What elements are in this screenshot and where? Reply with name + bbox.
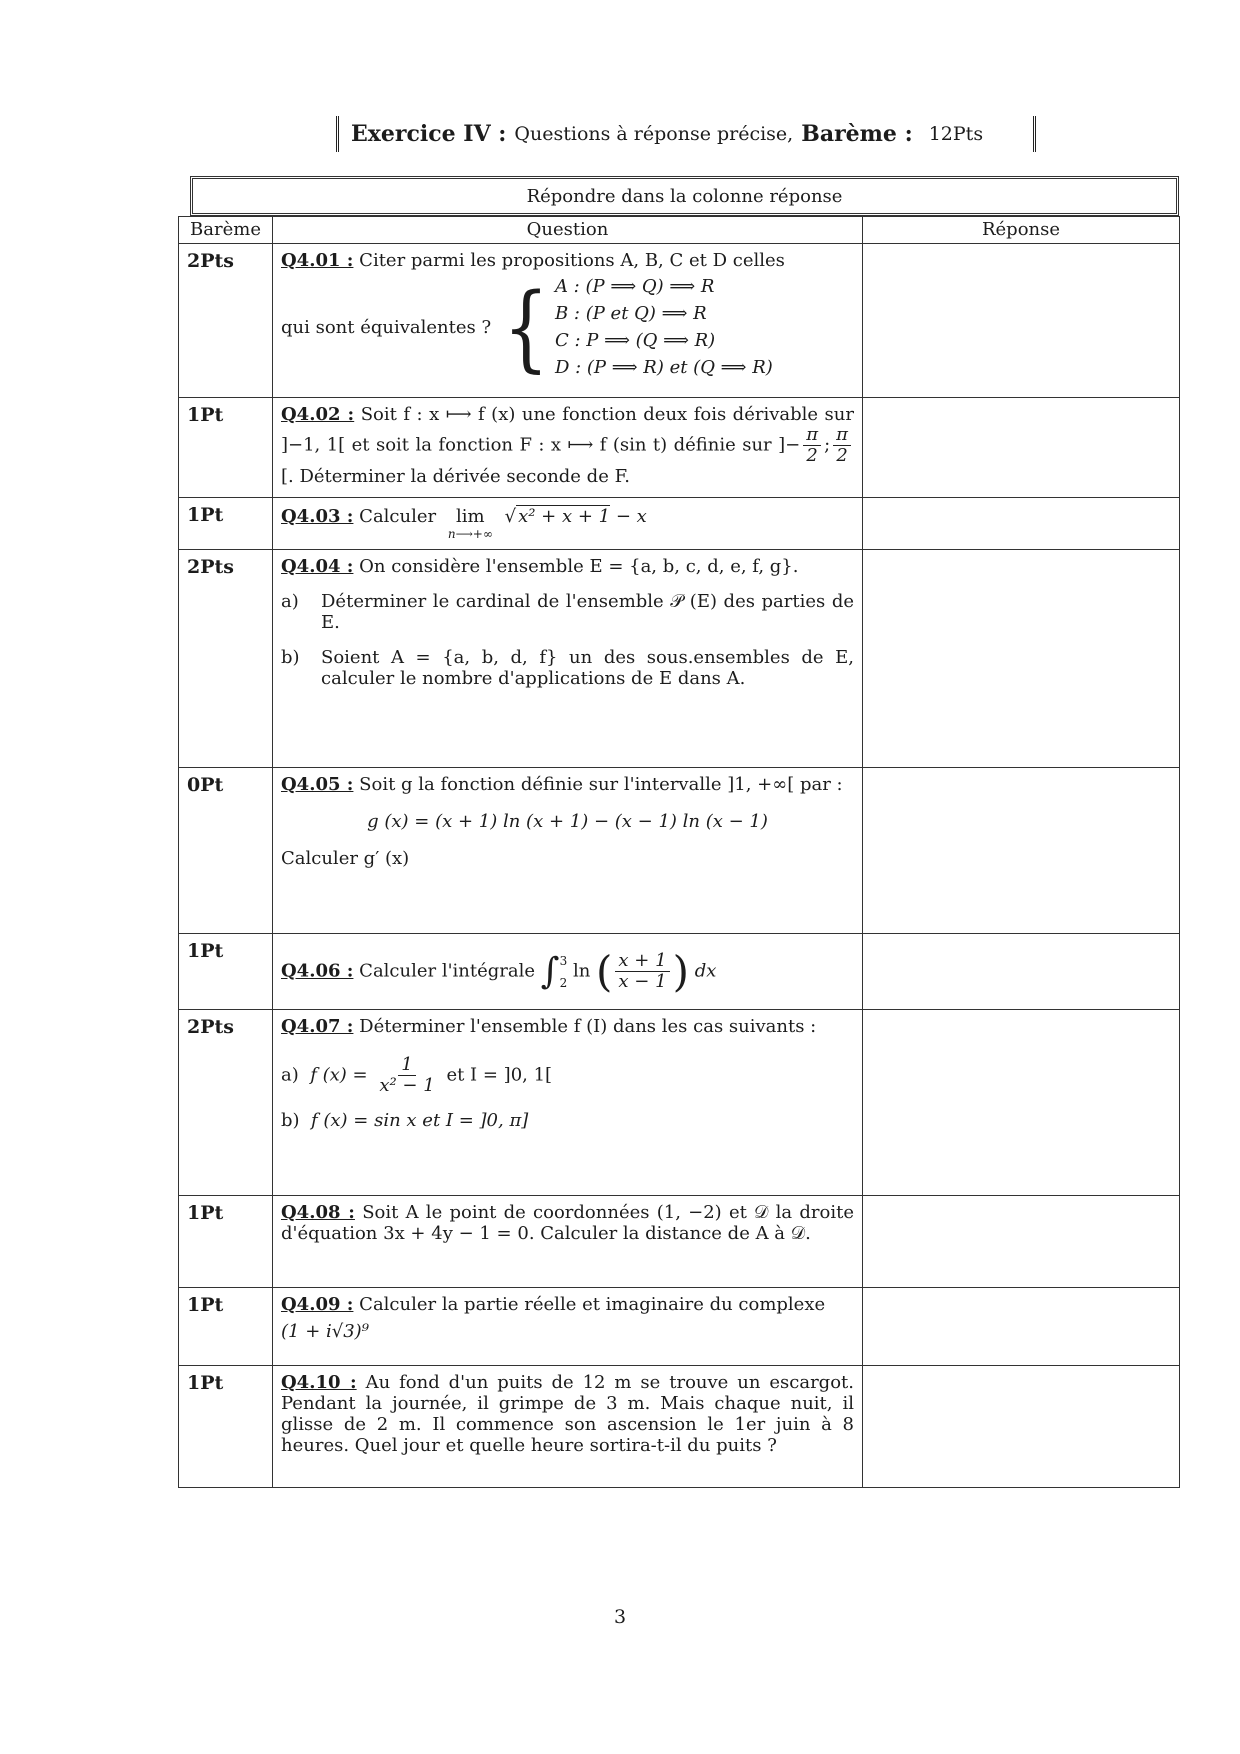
question-cell (273, 934, 863, 1010)
question-text: Déterminer l'ensemble f (I) dans les cas suivants : (359, 1016, 817, 1037)
total-points: 12Pts (928, 123, 984, 145)
proposition-a: A : (P ⟹ Q) ⟹ R (554, 276, 715, 297)
page-number: 3 (613, 1606, 627, 1628)
question-cell (273, 1288, 863, 1366)
fraction-denominator: x² − 1 (379, 1075, 435, 1096)
question-label: Q4.07 : (281, 1016, 354, 1037)
proposition-d: D : (P ⟹ R) et (Q ⟹ R) (554, 357, 773, 378)
math-expression: et I = ]0, 1[ (446, 1064, 553, 1086)
points-cell: 1Pt (179, 1366, 273, 1488)
question-cell (273, 1010, 863, 1196)
question-cell (273, 244, 863, 398)
interval-separator: ; (824, 434, 831, 456)
bareme-label: Barème : (801, 121, 913, 147)
table-row (179, 244, 1180, 398)
paren-open: ( (596, 947, 613, 996)
brace-symbol: { (503, 272, 549, 382)
answer-cell[interactable] (863, 1196, 1180, 1288)
points-cell: 2Pts (179, 244, 273, 398)
points-cell: 1Pt (179, 498, 273, 550)
sub-question-a (281, 1055, 854, 1096)
question-text: Citer parmi les propositions A, B, C et D celles (359, 250, 785, 271)
sub-label: a) (281, 591, 299, 612)
answer-cell[interactable] (863, 398, 1180, 498)
fraction-numerator: x + 1 (615, 951, 669, 972)
question-label: Q4.05 : (281, 774, 354, 795)
question-label: Q4.03 : (281, 506, 354, 527)
differential: dx (694, 960, 717, 982)
question-label: Q4.01 : (281, 250, 354, 271)
limit-symbol: lim (456, 506, 485, 527)
question-text: Calculer la partie réelle et imaginaire du complexe (359, 1294, 826, 1315)
proposition-c: C : P ⟹ (Q ⟹ R) (554, 330, 716, 351)
question-text: Soit A le point de coordonnées (1, −2) et 𝒟 la droite d'équation 3x + 4y − 1 = 0. Calculer la distance de A à 𝒟. (281, 1202, 854, 1244)
question-text: Soit g la fonction définie sur l'intervalle ]1, +∞[ par : (359, 774, 843, 795)
answer-cell[interactable] (863, 1288, 1180, 1366)
fraction-numerator: 1 (398, 1055, 415, 1076)
fraction-denominator: 2 (836, 445, 848, 466)
table-row (179, 1196, 1180, 1288)
question-label: Q4.10 : (281, 1372, 357, 1393)
sqrt-radicand: x² + x + 1 (518, 506, 611, 527)
answer-cell[interactable] (863, 550, 1180, 768)
question-text: . Déterminer la dérivée seconde de F. (288, 466, 630, 487)
integral-lower-bound: 2 (559, 975, 568, 990)
points-cell: 2Pts (179, 1010, 273, 1196)
points-cell: 0Pt (179, 768, 273, 934)
exercise-label: Exercice IV : (351, 121, 507, 147)
exercise-title (336, 116, 1036, 152)
integral-upper-bound: 3 (559, 953, 568, 968)
question-label: Q4.06 : (281, 960, 354, 982)
sub-label: a) (281, 1064, 299, 1086)
table-row (179, 1010, 1180, 1196)
header-reponse: Réponse (863, 217, 1180, 244)
header-bareme: Barème (179, 217, 273, 244)
math-expression: − x (615, 506, 647, 527)
question-cell (273, 1196, 863, 1288)
interval-close: [ (281, 466, 289, 487)
sub-question-a (281, 591, 854, 633)
sqrt-symbol: √ (504, 506, 517, 527)
sub-label: b) (281, 1110, 300, 1131)
question-text: Calculer g′ (x) (281, 848, 410, 869)
fraction (615, 951, 669, 992)
points-cell: 1Pt (179, 934, 273, 1010)
question-text: Au fond d'un puits de 12 m se trouve un escargot. Pendant la journée, il grimpe de 3 m. Mais chaque nuit, il glisse de 2 m. Il commence son ascension le 1er juin à 8 heures. Quel jour et quelle heure sortira-t-il du puits ? (281, 1372, 854, 1456)
answer-cell[interactable] (863, 768, 1180, 934)
fraction-denominator: 2 (806, 445, 818, 466)
question-label: Q4.09 : (281, 1294, 354, 1315)
interval-open: ]− (778, 434, 801, 456)
question-cell (273, 1366, 863, 1488)
table-row (179, 1288, 1180, 1366)
sub-question-b (281, 1110, 854, 1131)
instructions-banner: Répondre dans la colonne réponse (190, 176, 1179, 216)
answer-cell[interactable] (863, 934, 1180, 1010)
math-expression: f (x) = (310, 1064, 368, 1086)
integral-symbol: ∫ (540, 951, 560, 992)
question-text: Calculer l'intégrale (359, 960, 536, 982)
limit-subscript: n⟶+∞ (447, 527, 493, 541)
paren-close: ) (672, 947, 689, 996)
fraction-numerator: π (833, 425, 851, 446)
complex-expression: (1 + i√3)⁹ (281, 1321, 369, 1342)
fraction (376, 1055, 437, 1096)
question-cell (273, 498, 863, 550)
exercise-subtitle: Questions à réponse précise, (514, 123, 794, 145)
table-row (179, 398, 1180, 498)
fraction (833, 425, 851, 466)
sub-question-b (281, 647, 854, 689)
fraction-denominator: x − 1 (618, 971, 667, 992)
points-cell: 1Pt (179, 1288, 273, 1366)
question-label: Q4.08 : (281, 1202, 355, 1223)
question-label: Q4.04 : (281, 556, 354, 577)
limit-operator (448, 506, 493, 541)
question-text: On considère l'ensemble E = {a, b, c, d, e, f, g}. (359, 556, 799, 577)
answer-sheet (178, 176, 1179, 1488)
table-row (179, 498, 1180, 550)
answer-cell[interactable] (863, 244, 1180, 398)
question-text: qui sont équivalentes ? (281, 316, 492, 338)
answer-cell[interactable] (863, 1366, 1180, 1488)
proposition-b: B : (P et Q) ⟹ R (554, 303, 707, 324)
points-cell: 1Pt (179, 1196, 273, 1288)
function-definition: g (x) = (x + 1) ln (x + 1) − (x − 1) ln (x − 1) (367, 811, 768, 832)
questions-table (178, 216, 1180, 1488)
header-row (179, 217, 1180, 244)
points-cell: 2Pts (179, 550, 273, 768)
ln-operator: ln (572, 960, 591, 982)
sub-label: b) (281, 647, 300, 668)
question-label: Q4.02 : (281, 404, 355, 425)
math-expression: f (x) = sin x et I = ]0, π] (311, 1110, 529, 1131)
question-cell (273, 550, 863, 768)
header-question: Question (273, 217, 863, 244)
table-row (179, 934, 1180, 1010)
points-cell: 1Pt (179, 398, 273, 498)
table-row (179, 550, 1180, 768)
sub-text: Soient A = {a, b, d, f} un des sous.ensembles de E, calculer le nombre d'applications de E dans A. (321, 647, 854, 689)
fraction (803, 425, 821, 466)
question-text: Calculer (359, 506, 437, 527)
question-text: Soit f : x ⟼ f (x) une fonction deux fois dérivable sur ]−1, 1[ et soit la fonction F : x ⟼ f (sin t) définie sur (281, 404, 854, 456)
question-cell (273, 768, 863, 934)
table-row (179, 768, 1180, 934)
fraction-numerator: π (803, 425, 821, 446)
question-cell (273, 398, 863, 498)
answer-cell[interactable] (863, 498, 1180, 550)
answer-cell[interactable] (863, 1010, 1180, 1196)
proposition-system (281, 273, 854, 381)
sub-text: Déterminer le cardinal de l'ensemble 𝒫 (E) des parties de E. (321, 591, 854, 633)
table-row (179, 1366, 1180, 1488)
